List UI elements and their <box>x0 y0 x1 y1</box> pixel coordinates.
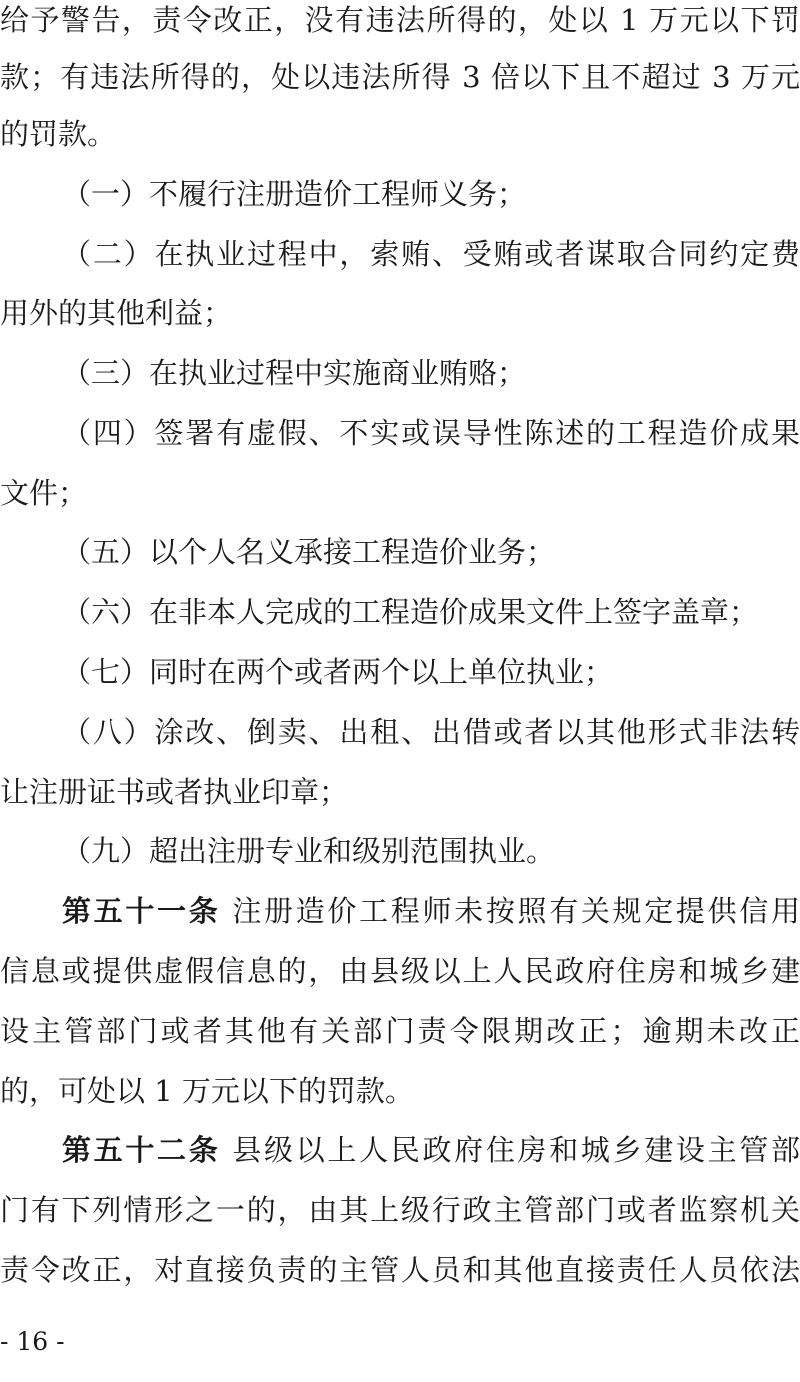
paragraph-line: 责令改正，对直接负责的主管人员和其他直接责任人员依法 <box>0 1253 800 1287</box>
paragraph-line: 设主管部门或者其他有关部门责令限期改正；逾期未改正 <box>0 1014 800 1048</box>
list-item: （二）在执业过程中，索贿、受贿或者谋取合同约定费 <box>62 237 800 271</box>
page-number: - 16 - <box>0 1327 65 1356</box>
list-item: （八）涂改、倒卖、出租、出借或者以其他形式非法转 <box>62 715 800 749</box>
paragraph-line: 款；有违法所得的，处以违法所得 3 倍以下且不超过 3 万元 <box>0 60 800 94</box>
paragraph-line: 的罚款。 <box>0 117 117 151</box>
article-51-heading: 第五十一条 <box>62 894 221 928</box>
article-52-text: 县级以上人民政府住房和城乡建设主管部 <box>232 1133 800 1167</box>
list-item: （六）在非本人完成的工程造价成果文件上签字盖章； <box>62 595 759 629</box>
list-item-continuation: 让注册证书或者执业印章； <box>0 775 349 809</box>
paragraph-line: 给予警告，责令改正，没有违法所得的，处以 1 万元以下罚 <box>0 3 800 37</box>
list-item-continuation: 文件； <box>0 476 88 510</box>
list-item: （三）在执业过程中实施商业贿赂； <box>62 356 527 390</box>
list-item-continuation: 用外的其他利益； <box>0 296 233 330</box>
article-51-first-line <box>62 891 800 931</box>
list-item: （九）超出注册专业和级别范围执业。 <box>62 834 556 868</box>
list-item: （一）不履行注册造价工程师义务； <box>62 177 527 211</box>
paragraph-line: 的，可处以 1 万元以下的罚款。 <box>0 1074 414 1108</box>
paragraph-line: 门有下列情形之一的，由其上级行政主管部门或者监察机关 <box>0 1193 800 1227</box>
list-item: （五）以个人名义承接工程造价业务； <box>62 535 556 569</box>
list-item: （七）同时在两个或者两个以上单位执业； <box>62 655 614 689</box>
list-item: （四）签署有虚假、不实或误导性陈述的工程造价成果 <box>62 416 800 450</box>
article-52-first-line <box>62 1130 800 1170</box>
article-52-heading: 第五十二条 <box>62 1133 221 1167</box>
paragraph-line: 信息或提供虚假信息的，由县级以上人民政府住房和城乡建 <box>0 954 800 988</box>
article-51-text: 注册造价工程师未按照有关规定提供信用 <box>232 894 800 928</box>
